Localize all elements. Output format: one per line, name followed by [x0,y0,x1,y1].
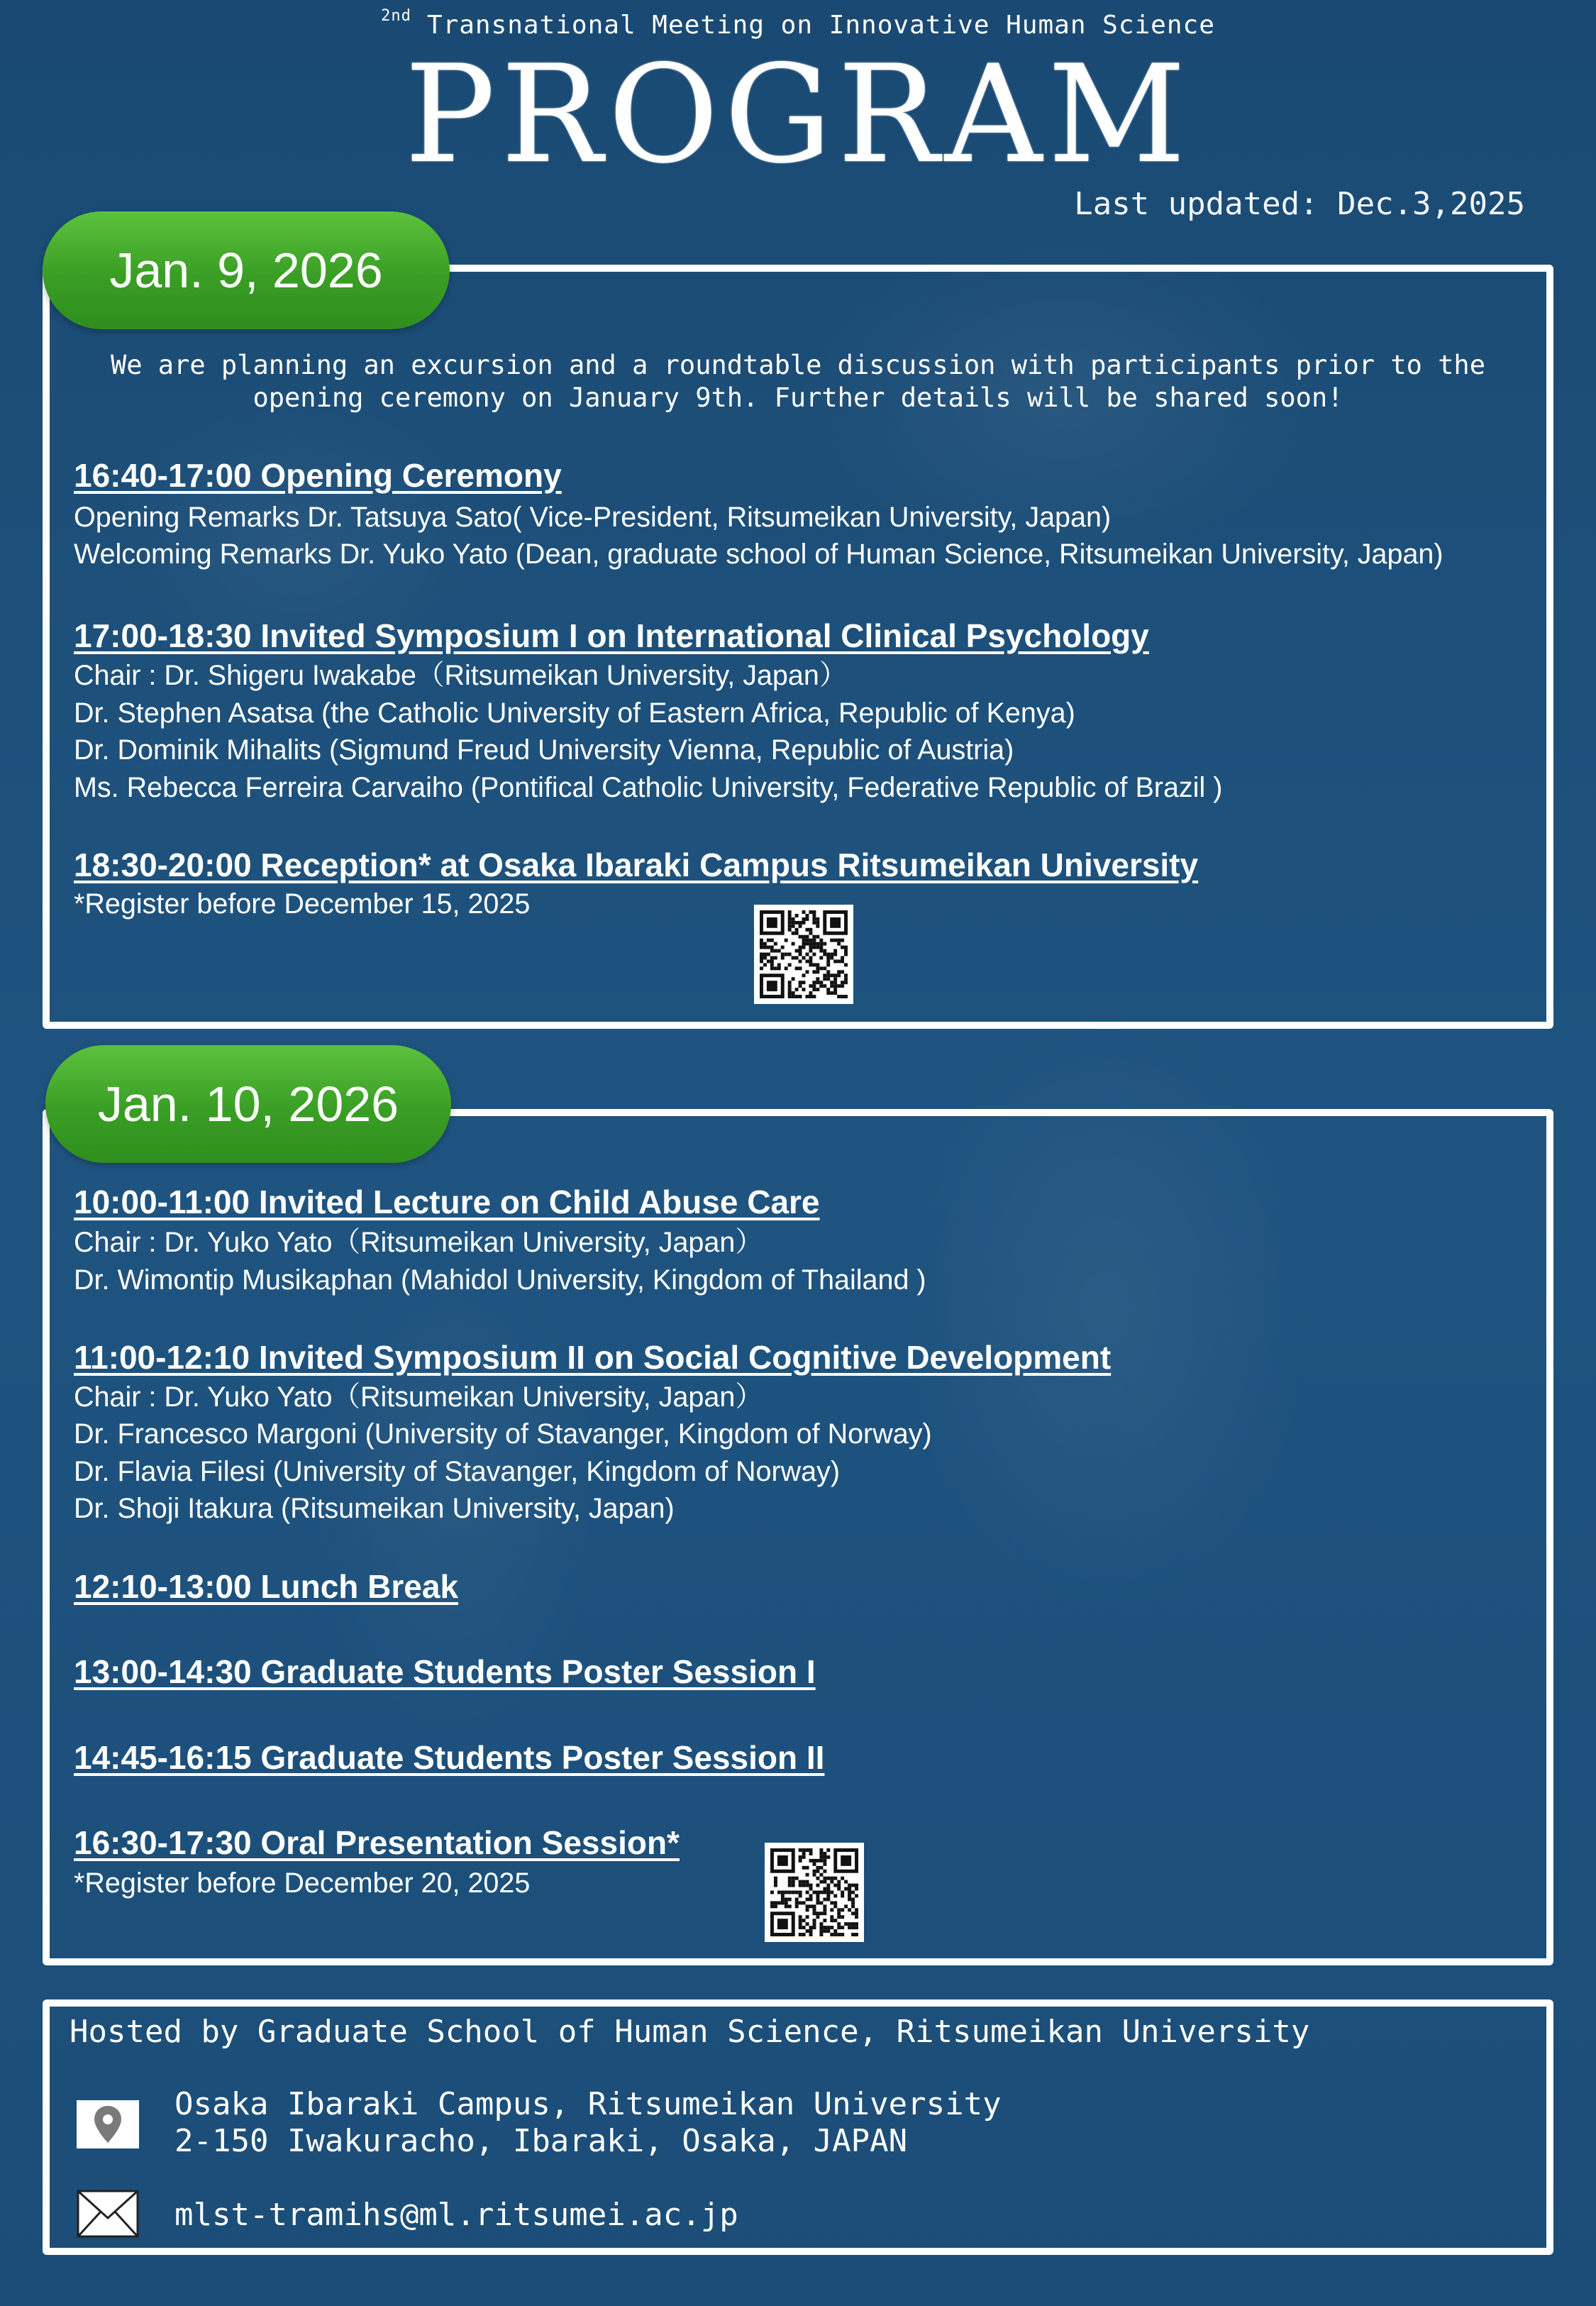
last-updated: Last updated: Dec.3,2025 [1074,186,1525,222]
qr-code-icon [760,910,848,998]
day2-event-3-title: 12:10-13:00 Lunch Break [74,1568,459,1605]
day2-event-2-title: 11:00-12:10 Invited Symposium II on Social Cognitive Development [74,1339,1112,1376]
contact-email[interactable]: mlst-tramihs@ml.ritsumei.ac.jp [174,2197,738,2233]
day2-event-1-line-1: Chair : Dr. Yuko Yato（Ritsumeikan University, Japan） [74,1227,763,1258]
day1-event-2-line-3: Dr. Dominik Mihalits (Sigmund Freud University Vienna, Republic of Austria) [74,734,1014,766]
day1-event-3-title: 18:30-20:00 Reception* at Osaka Ibaraki Campus Ritsumeikan University [74,846,1199,883]
day2-event-6-line-1: *Register before December 20, 2025 [74,1868,531,1899]
day1-event-1-line-2: Welcoming Remarks Dr. Yuko Yato (Dean, graduate school of Human Science, Ritsumeikan University, Japan) [74,539,1443,570]
day1-event-1-line-1: Opening Remarks Dr. Tatsuya Sato( Vice-President, Ritsumeikan University, Japan) [74,502,1112,533]
meeting-ordinal: 2nd [381,7,411,25]
day2-event-2-line-1: Chair : Dr. Yuko Yato（Ritsumeikan University, Japan） [74,1381,763,1413]
day1-event-3-line-1: *Register before December 15, 2025 [74,888,531,920]
map-pin-icon [77,2100,139,2148]
address-line-2: 2-150 Iwakuracho, Ibaraki, Osaka, JAPAN [174,2123,908,2159]
day2-event-1-line-2: Dr. Wimontip Musikaphan (Mahidol University, Kingdom of Thailand ) [74,1264,926,1296]
day1-date-badge: Jan. 9, 2026 [43,211,450,329]
day2-event-2-line-2: Dr. Francesco Margoni (University of Stavanger, Kingdom of Norway) [74,1418,932,1450]
day1-event-2-line-2: Dr. Stephen Asatsa (the Catholic University of Eastern Africa, Republic of Kenya) [74,697,1075,729]
day1-note-line-1: We are planning an excursion and a roundtable discussion with participants prior to the [110,350,1485,380]
hosted-by: Hosted by Graduate School of Human Science, Ritsumeikan University [70,2014,1310,2050]
day2-event-2-line-3: Dr. Flavia Filesi (University of Stavanger, Kingdom of Norway) [74,1456,841,1487]
day2-date-badge: Jan. 10, 2026 [45,1045,451,1163]
address-line-1: Osaka Ibaraki Campus, Ritsumeikan University [174,2086,1002,2122]
page-title: PROGRAM [404,36,1192,193]
day2-event-6-title: 16:30-17:30 Oral Presentation Session* [74,1824,680,1861]
day1-event-2-line-1: Chair : Dr. Shigeru Iwakabe（Ritsumeikan University, Japan） [74,660,848,691]
day2-event-2-line-4: Dr. Shoji Itakura (Ritsumeikan University, Japan) [74,1493,675,1524]
day2-event-5-title: 14:45-16:15 Graduate Students Poster Session II [74,1739,825,1776]
reception-qr-code[interactable] [754,905,853,1004]
oral-session-qr-code[interactable] [765,1843,864,1942]
day1-event-1-title: 16:40-17:00 Opening Ceremony [74,457,562,494]
day1-event-2-title: 17:00-18:30 Invited Symposium I on International Clinical Psychology [74,617,1149,654]
day1-event-2-line-4: Ms. Rebecca Ferreira Carvaiho (Pontifical Catholic University, Federative Republic of Brazil ) [74,772,1223,803]
meeting-name: Transnational Meeting on Innovative Human Science [426,11,1215,40]
qr-code-icon [770,1848,858,1936]
envelope-icon [77,2190,139,2238]
meeting-title [0,7,1596,40]
day1-note-line-2: opening ceremony on January 9th. Further details will be shared soon! [253,382,1343,413]
day2-event-4-title: 13:00-14:30 Graduate Students Poster Session I [74,1653,816,1690]
day2-event-1-title: 10:00-11:00 Invited Lecture on Child Abuse Care [74,1184,820,1220]
